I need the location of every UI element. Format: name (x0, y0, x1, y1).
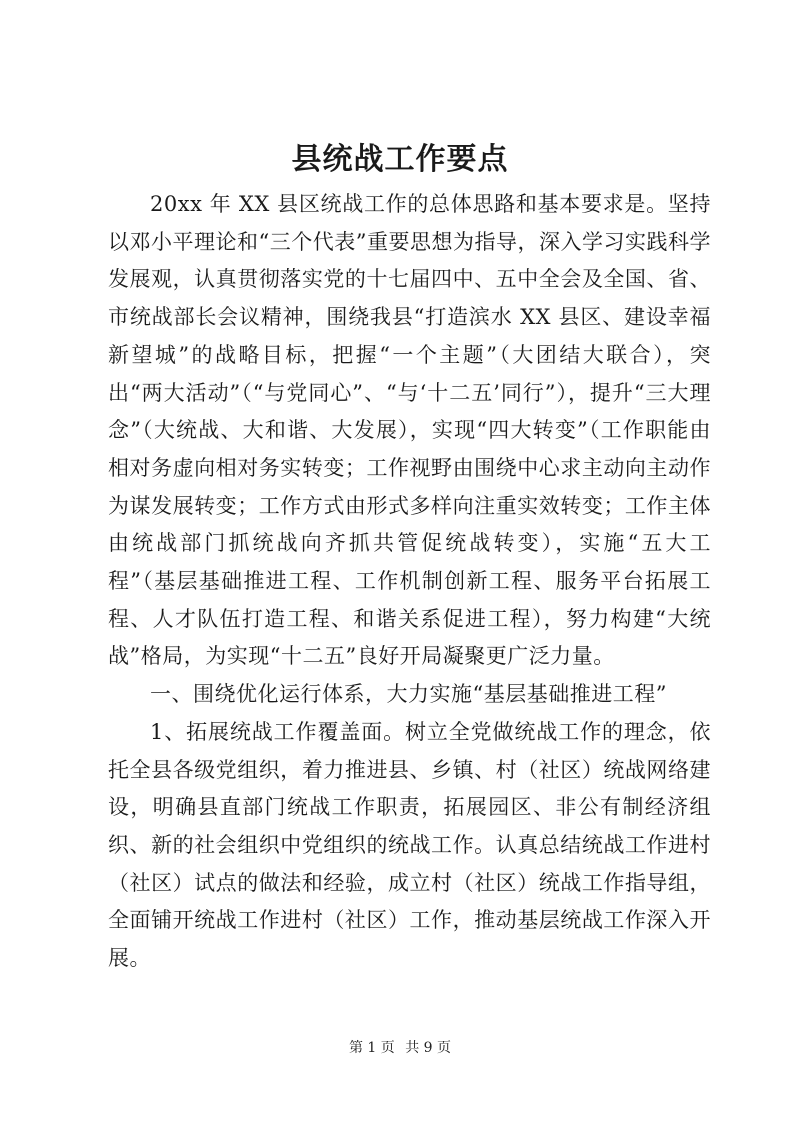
page-total: 共 9 页 (405, 1040, 452, 1056)
page-number: 第 1 页 (348, 1040, 395, 1056)
section-heading: 一、围绕优化运行体系，大力实施“基层基础推进工程” (150, 682, 667, 707)
page-footer (0, 1038, 800, 1058)
document-body (108, 186, 711, 978)
document-title: 县统战工作要点 (291, 142, 509, 177)
item-paragraph: 1、拓展统战工作覆盖面。树立全党做统战工作的理念，依托全县各级党组织，着力推进县、乡镇、村（社区）统战网络建设，明确县直部门统战工作职责，拓展园区、非公有制经济组织、新的社会组织中党组织的统战工作。认真总结统战工作进村（社区）试点的做法和经验，成立村（社区）统战工作指导组，全面铺开统战工作进村（社区）工作，推动基层统战工作深入开展。 (108, 719, 711, 971)
intro-paragraph: 20xx 年 XX 县区统战工作的总体思路和基本要求是。坚持以邓小平理论和“三个代表”重要思想为指导，深入学习实践科学发展观，认真贯彻落实党的十七届四中、五中全会及全国、省、市统战部长会议精神，围绕我县“打造滨水 XX 县区、建设幸福新望城”的战略目标，把握“一个主题”（大团结大联合），突出“两大活动”（“与党同心”、“与‘十二五’同行”），提升“三大理念”（大统战、大和谐、大发展），实现“四大转变”（工作职能由相对务虚向相对务实转变；工作视野由围绕中心求主动向主动作为谋发展转变；工作方式由形式多样向注重实效转变；工作主体由统战部门抓统战向齐抓共管促统战转变），实施“五大工程”（基层基础推进工程、工作机制创新工程、服务平台拓展工程、人才队伍打造工程、和谐关系促进工程），努力构建“大统战”格局，为实现“十二五”良好开局凝聚更广泛力量。 (108, 192, 711, 669)
